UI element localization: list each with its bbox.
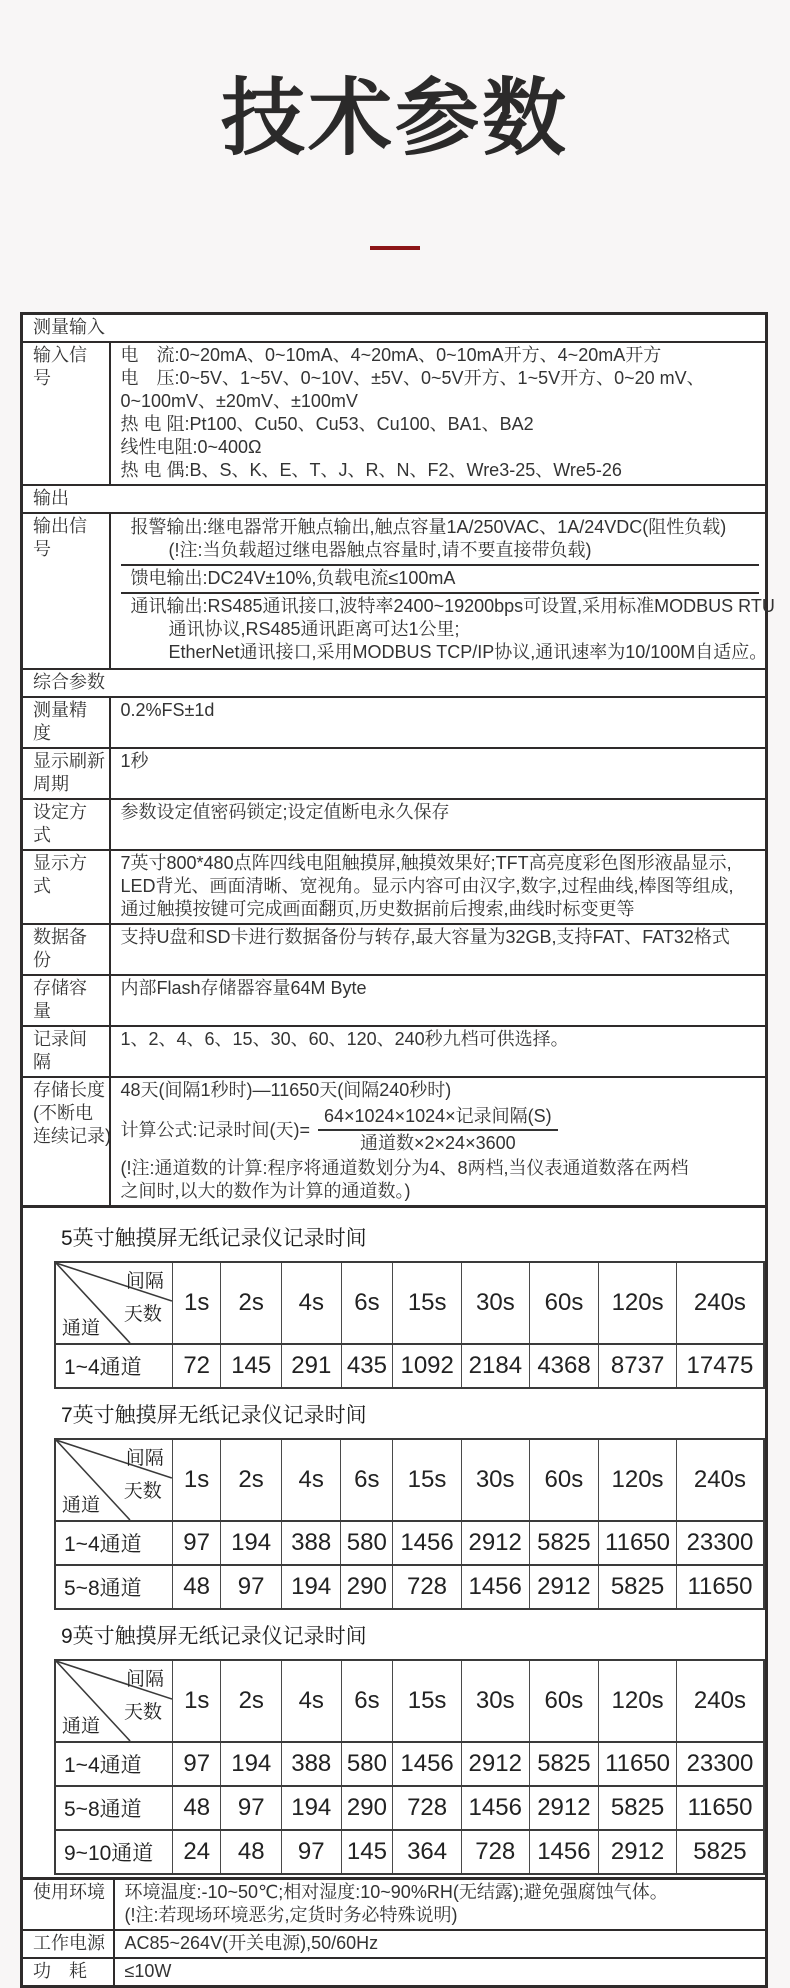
spec-line: 热 电 阻:Pt100、Cu50、Cu53、Cu100、BA1、BA2 <box>120 414 534 434</box>
days-value: 2912 <box>461 1521 529 1565</box>
page-title: 技术参数 <box>220 71 569 165</box>
spec-note-line: (!注:若现场环境恶劣,定货时务必特殊说明) <box>124 1905 458 1925</box>
days-value: 388 <box>281 1521 341 1565</box>
header-row <box>55 1660 764 1742</box>
title-divider <box>370 246 420 250</box>
interval-header: 60s <box>529 1439 599 1521</box>
interval-header: 30s <box>461 1439 529 1521</box>
table-row <box>55 1742 764 1786</box>
spec-label: 输入信号 <box>22 342 110 485</box>
days-value: 364 <box>393 1830 462 1874</box>
spec-line: 内部Flash存储器容量64M Byte <box>120 978 367 998</box>
recording-block-9inch <box>23 1620 765 1875</box>
days-value: 97 <box>221 1786 282 1830</box>
days-value: 145 <box>221 1344 282 1388</box>
days-value: 97 <box>172 1521 221 1565</box>
spec-label: 设定方式 <box>22 799 110 850</box>
interval-header: 1s <box>173 1660 221 1742</box>
feed-output-subrow <box>121 564 760 592</box>
spec-line: 支持U盘和SD卡进行数据备份与转存,最大容量为32GB,支持FAT、FAT32格式 <box>120 927 730 947</box>
spec-row <box>22 1958 767 1987</box>
formula-numerator: 64×1024×1024×记录间隔(S) <box>318 1105 558 1131</box>
header-row <box>55 1262 764 1344</box>
spec-note-line: 之间时,以大的数作为计算的通道数。) <box>120 1181 411 1201</box>
days-value: 2912 <box>529 1786 599 1830</box>
spec-label: 输出信号 <box>22 513 110 669</box>
spec-line: 线性电阻:0~400Ω <box>120 437 262 457</box>
spec-label: 工作电源 <box>22 1930 114 1958</box>
spec-note-line: (!注:当负载超过继电器触点容量时,请不要直接带负载) <box>168 540 592 560</box>
spec-table <box>20 312 775 1208</box>
spec-row <box>22 697 767 748</box>
recording-tables-box <box>20 1205 768 1880</box>
diagonal-header-cell <box>55 1262 172 1344</box>
header-days-label: 天数 <box>123 1304 162 1325</box>
spec-line: 7英寸800*480点阵四线电阻触摸屏,触摸效果好;TFT高亮度彩色图形液晶显示, <box>120 853 732 873</box>
spec-line: LED背光、画面清晰、宽视角。显示内容可由汉字,数字,过程曲线,棒图等组成, <box>120 876 734 896</box>
spec-label-line: 连续记录) <box>33 1126 111 1146</box>
spec-line: 1、2、4、6、15、30、60、120、240秒九档可供选择。 <box>120 1029 569 1049</box>
interval-header: 6s <box>341 1660 393 1742</box>
spec-label: 数据备份 <box>22 924 110 975</box>
spec-row <box>22 1930 767 1958</box>
header-row <box>55 1439 764 1521</box>
header-channel-label: 通道 <box>62 1318 101 1339</box>
recording-block-5inch <box>23 1222 765 1389</box>
spec-value <box>110 850 767 924</box>
spec-line: 参数设定值密码锁定;设定值断电永久保存 <box>120 802 450 822</box>
days-value: 23300 <box>676 1521 764 1565</box>
interval-header: 120s <box>599 1439 677 1521</box>
header-interval-label: 间隔 <box>125 1271 164 1292</box>
days-value: 388 <box>282 1742 342 1786</box>
interval-header: 240s <box>676 1439 764 1521</box>
days-value: 1456 <box>393 1742 462 1786</box>
spec-line: 0~100mV、±20mV、±100mV <box>120 391 358 411</box>
diagonal-header-cell <box>55 1660 173 1742</box>
days-value: 194 <box>221 1742 282 1786</box>
spec-label: 存储容量 <box>22 975 110 1026</box>
spec-label <box>22 748 110 799</box>
interval-header: 30s <box>461 1660 529 1742</box>
spec-line: 0.2%FS±1d <box>120 700 215 720</box>
days-value: 1092 <box>393 1344 462 1388</box>
storage-formula <box>121 1105 760 1155</box>
spec-label-line: (不断电 <box>33 1103 93 1123</box>
interval-header: 15s <box>393 1660 462 1742</box>
days-value: 24 <box>173 1830 221 1874</box>
channel-label: 1~4通道 <box>55 1344 172 1388</box>
days-value: 194 <box>221 1521 282 1565</box>
recording-table-5inch <box>54 1261 765 1389</box>
interval-header: 6s <box>341 1439 393 1521</box>
spec-line: 环境温度:-10~50℃;相对湿度:10~90%RH(无结露);避免强腐蚀气体。 <box>124 1882 668 1902</box>
days-value: 11650 <box>676 1786 764 1830</box>
section-label: 输出 <box>22 485 767 513</box>
channel-label: 5~8通道 <box>55 1786 173 1830</box>
days-value: 23300 <box>676 1742 764 1786</box>
header-channel-label: 通道 <box>62 1716 101 1737</box>
spec-label-line: 周期 <box>33 774 69 794</box>
days-value: 728 <box>393 1786 462 1830</box>
days-value: 11650 <box>599 1742 677 1786</box>
days-value: 145 <box>341 1830 393 1874</box>
days-value: 5825 <box>599 1786 677 1830</box>
days-value: 17475 <box>676 1344 764 1388</box>
section-row <box>22 669 767 697</box>
spec-line: 48天(间隔1秒时)—11650天(间隔240秒时) <box>120 1080 452 1100</box>
days-value: 194 <box>282 1786 342 1830</box>
interval-header: 4s <box>281 1439 341 1521</box>
interval-header: 60s <box>529 1660 599 1742</box>
interval-header: 2s <box>221 1439 282 1521</box>
spec-line: EtherNet通讯接口,采用MODBUS TCP/IP协议,通讯速率为10/100M自适应。 <box>168 642 768 662</box>
table-row <box>55 1786 764 1830</box>
spec-row <box>22 1879 767 1931</box>
table-row <box>55 1344 764 1388</box>
interval-header: 240s <box>676 1660 764 1742</box>
spec-row <box>22 850 767 924</box>
spec-value <box>110 748 767 799</box>
days-value: 48 <box>221 1830 282 1874</box>
table-row <box>55 1830 764 1874</box>
header-interval-label: 间隔 <box>125 1448 164 1469</box>
table-row <box>55 1521 764 1565</box>
spec-line: 热 电 偶:B、S、K、E、T、J、R、N、F2、Wre3-25、Wre5-26 <box>120 460 622 480</box>
spec-line: ≤10W <box>124 1961 172 1981</box>
spec-line: 报警输出:继电器常开触点输出,触点容量1A/250VAC、1A/24VDC(阻性负载) <box>130 517 727 537</box>
environment-table <box>20 1877 768 1988</box>
formula-fraction <box>318 1105 558 1155</box>
interval-header: 15s <box>393 1439 462 1521</box>
spec-value <box>110 924 767 975</box>
spec-row <box>22 748 767 799</box>
spec-value <box>110 697 767 748</box>
spec-value <box>114 1958 767 1987</box>
section-row <box>22 314 767 343</box>
days-value: 48 <box>172 1565 221 1609</box>
interval-header: 4s <box>282 1262 342 1344</box>
section-row <box>22 485 767 513</box>
interval-header: 240s <box>676 1262 764 1344</box>
interval-header: 120s <box>599 1660 677 1742</box>
spec-label-line: 存储长度 <box>33 1080 105 1100</box>
spec-line: 通讯输出:RS485通讯接口,波特率2400~19200bps可设置,采用标准MODBUS RTU <box>130 596 775 616</box>
spec-value <box>110 799 767 850</box>
days-value: 728 <box>393 1565 462 1609</box>
spec-label: 使用环境 <box>22 1879 114 1931</box>
spec-value <box>110 975 767 1026</box>
days-value: 4368 <box>529 1344 599 1388</box>
spec-row <box>22 513 767 669</box>
interval-header: 60s <box>529 1262 599 1344</box>
spec-note-line: (!注:通道数的计算:程序将通道数划分为4、8两档,当仪表通道数落在两档 <box>120 1158 689 1178</box>
section-label: 测量输入 <box>22 314 767 343</box>
header-channel-label: 通道 <box>62 1495 101 1516</box>
interval-header: 6s <box>341 1262 393 1344</box>
comm-output-subrow <box>121 592 775 666</box>
spec-label: 测量精度 <box>22 697 110 748</box>
days-value: 194 <box>281 1565 341 1609</box>
spec-row <box>22 342 767 485</box>
days-value: 580 <box>341 1742 393 1786</box>
days-value: 1456 <box>461 1786 529 1830</box>
formula-prefix: 计算公式:记录时间(天)= <box>120 1119 311 1140</box>
days-value: 5825 <box>676 1830 764 1874</box>
interval-header: 2s <box>221 1262 282 1344</box>
spec-label-line: 显示刷新 <box>33 751 105 771</box>
days-value: 48 <box>173 1786 221 1830</box>
days-value: 97 <box>221 1565 282 1609</box>
recording-block-7inch <box>23 1399 765 1610</box>
header-days-label: 天数 <box>123 1702 162 1723</box>
days-value: 728 <box>461 1830 529 1874</box>
days-value: 2912 <box>529 1565 599 1609</box>
days-value: 97 <box>282 1830 342 1874</box>
spec-line: 电 流:0~20mA、0~10mA、4~20mA、0~10mA开方、4~20mA开方 <box>120 345 662 365</box>
spec-label <box>22 1077 110 1207</box>
spec-value <box>114 1930 767 1958</box>
channel-label: 1~4通道 <box>55 1742 173 1786</box>
days-value: 5825 <box>529 1521 599 1565</box>
interval-header: 2s <box>221 1660 282 1742</box>
spec-line: 1秒 <box>120 751 149 771</box>
days-value: 11650 <box>676 1565 764 1609</box>
formula-denominator: 通道数×2×24×3600 <box>360 1133 516 1153</box>
interval-header: 1s <box>172 1262 221 1344</box>
interval-header: 120s <box>599 1262 676 1344</box>
table-row <box>55 1565 764 1609</box>
recording-table-9inch <box>54 1659 765 1875</box>
days-value: 2912 <box>599 1830 677 1874</box>
interval-header: 1s <box>172 1439 221 1521</box>
spec-row <box>22 799 767 850</box>
spec-row <box>22 975 767 1026</box>
days-value: 8737 <box>599 1344 676 1388</box>
spec-value <box>110 342 767 485</box>
header-days-label: 天数 <box>123 1481 162 1502</box>
days-value: 72 <box>172 1344 221 1388</box>
table-title: 7英寸触摸屏无纸记录仪记录时间 <box>61 1404 367 1427</box>
channel-label: 1~4通道 <box>55 1521 172 1565</box>
section-label: 综合参数 <box>22 669 767 697</box>
diagonal-header-cell <box>55 1439 172 1521</box>
spec-label: 记录间隔 <box>22 1026 110 1077</box>
days-value: 435 <box>341 1344 393 1388</box>
days-value: 5825 <box>529 1742 599 1786</box>
days-value: 290 <box>341 1565 393 1609</box>
channel-label: 9~10通道 <box>55 1830 173 1874</box>
spec-line: 电 压:0~5V、1~5V、0~10V、±5V、0~5V开方、1~5V开方、0~20 mV、 <box>120 368 705 388</box>
spec-label: 功 耗 <box>22 1958 114 1987</box>
spec-value <box>110 1077 767 1207</box>
spec-line: 馈电输出:DC24V±10%,负载电流≤100mA <box>130 568 456 588</box>
spec-line: 通过触摸按键可完成画面翻页,历史数据前后搜索,曲线时标变更等 <box>120 899 635 919</box>
spec-row <box>22 1077 767 1207</box>
spec-row <box>22 924 767 975</box>
days-value: 2912 <box>461 1742 529 1786</box>
spec-value <box>110 513 775 669</box>
interval-header: 4s <box>282 1660 342 1742</box>
channel-label: 5~8通道 <box>55 1565 172 1609</box>
days-value: 1456 <box>393 1521 462 1565</box>
days-value: 97 <box>173 1742 221 1786</box>
days-value: 580 <box>341 1521 393 1565</box>
days-value: 11650 <box>599 1521 677 1565</box>
spec-value <box>114 1879 767 1931</box>
alarm-output-subrow <box>121 515 760 564</box>
table-title: 9英寸触摸屏无纸记录仪记录时间 <box>61 1625 367 1648</box>
days-value: 2184 <box>462 1344 530 1388</box>
header-interval-label: 间隔 <box>125 1669 164 1690</box>
interval-header: 30s <box>462 1262 530 1344</box>
days-value: 291 <box>282 1344 342 1388</box>
spec-value <box>110 1026 767 1077</box>
days-value: 5825 <box>599 1565 677 1609</box>
days-value: 1456 <box>529 1830 599 1874</box>
days-value: 1456 <box>461 1565 529 1609</box>
days-value: 290 <box>341 1786 393 1830</box>
spec-label: 显示方式 <box>22 850 110 924</box>
table-title: 5英寸触摸屏无纸记录仪记录时间 <box>61 1227 367 1250</box>
spec-line: AC85~264V(开关电源),50/60Hz <box>124 1933 379 1953</box>
interval-header: 15s <box>393 1262 462 1344</box>
spec-line: 通讯协议,RS485通讯距离可达1公里; <box>168 619 460 639</box>
recording-table-7inch <box>54 1438 765 1610</box>
spec-row <box>22 1026 767 1077</box>
